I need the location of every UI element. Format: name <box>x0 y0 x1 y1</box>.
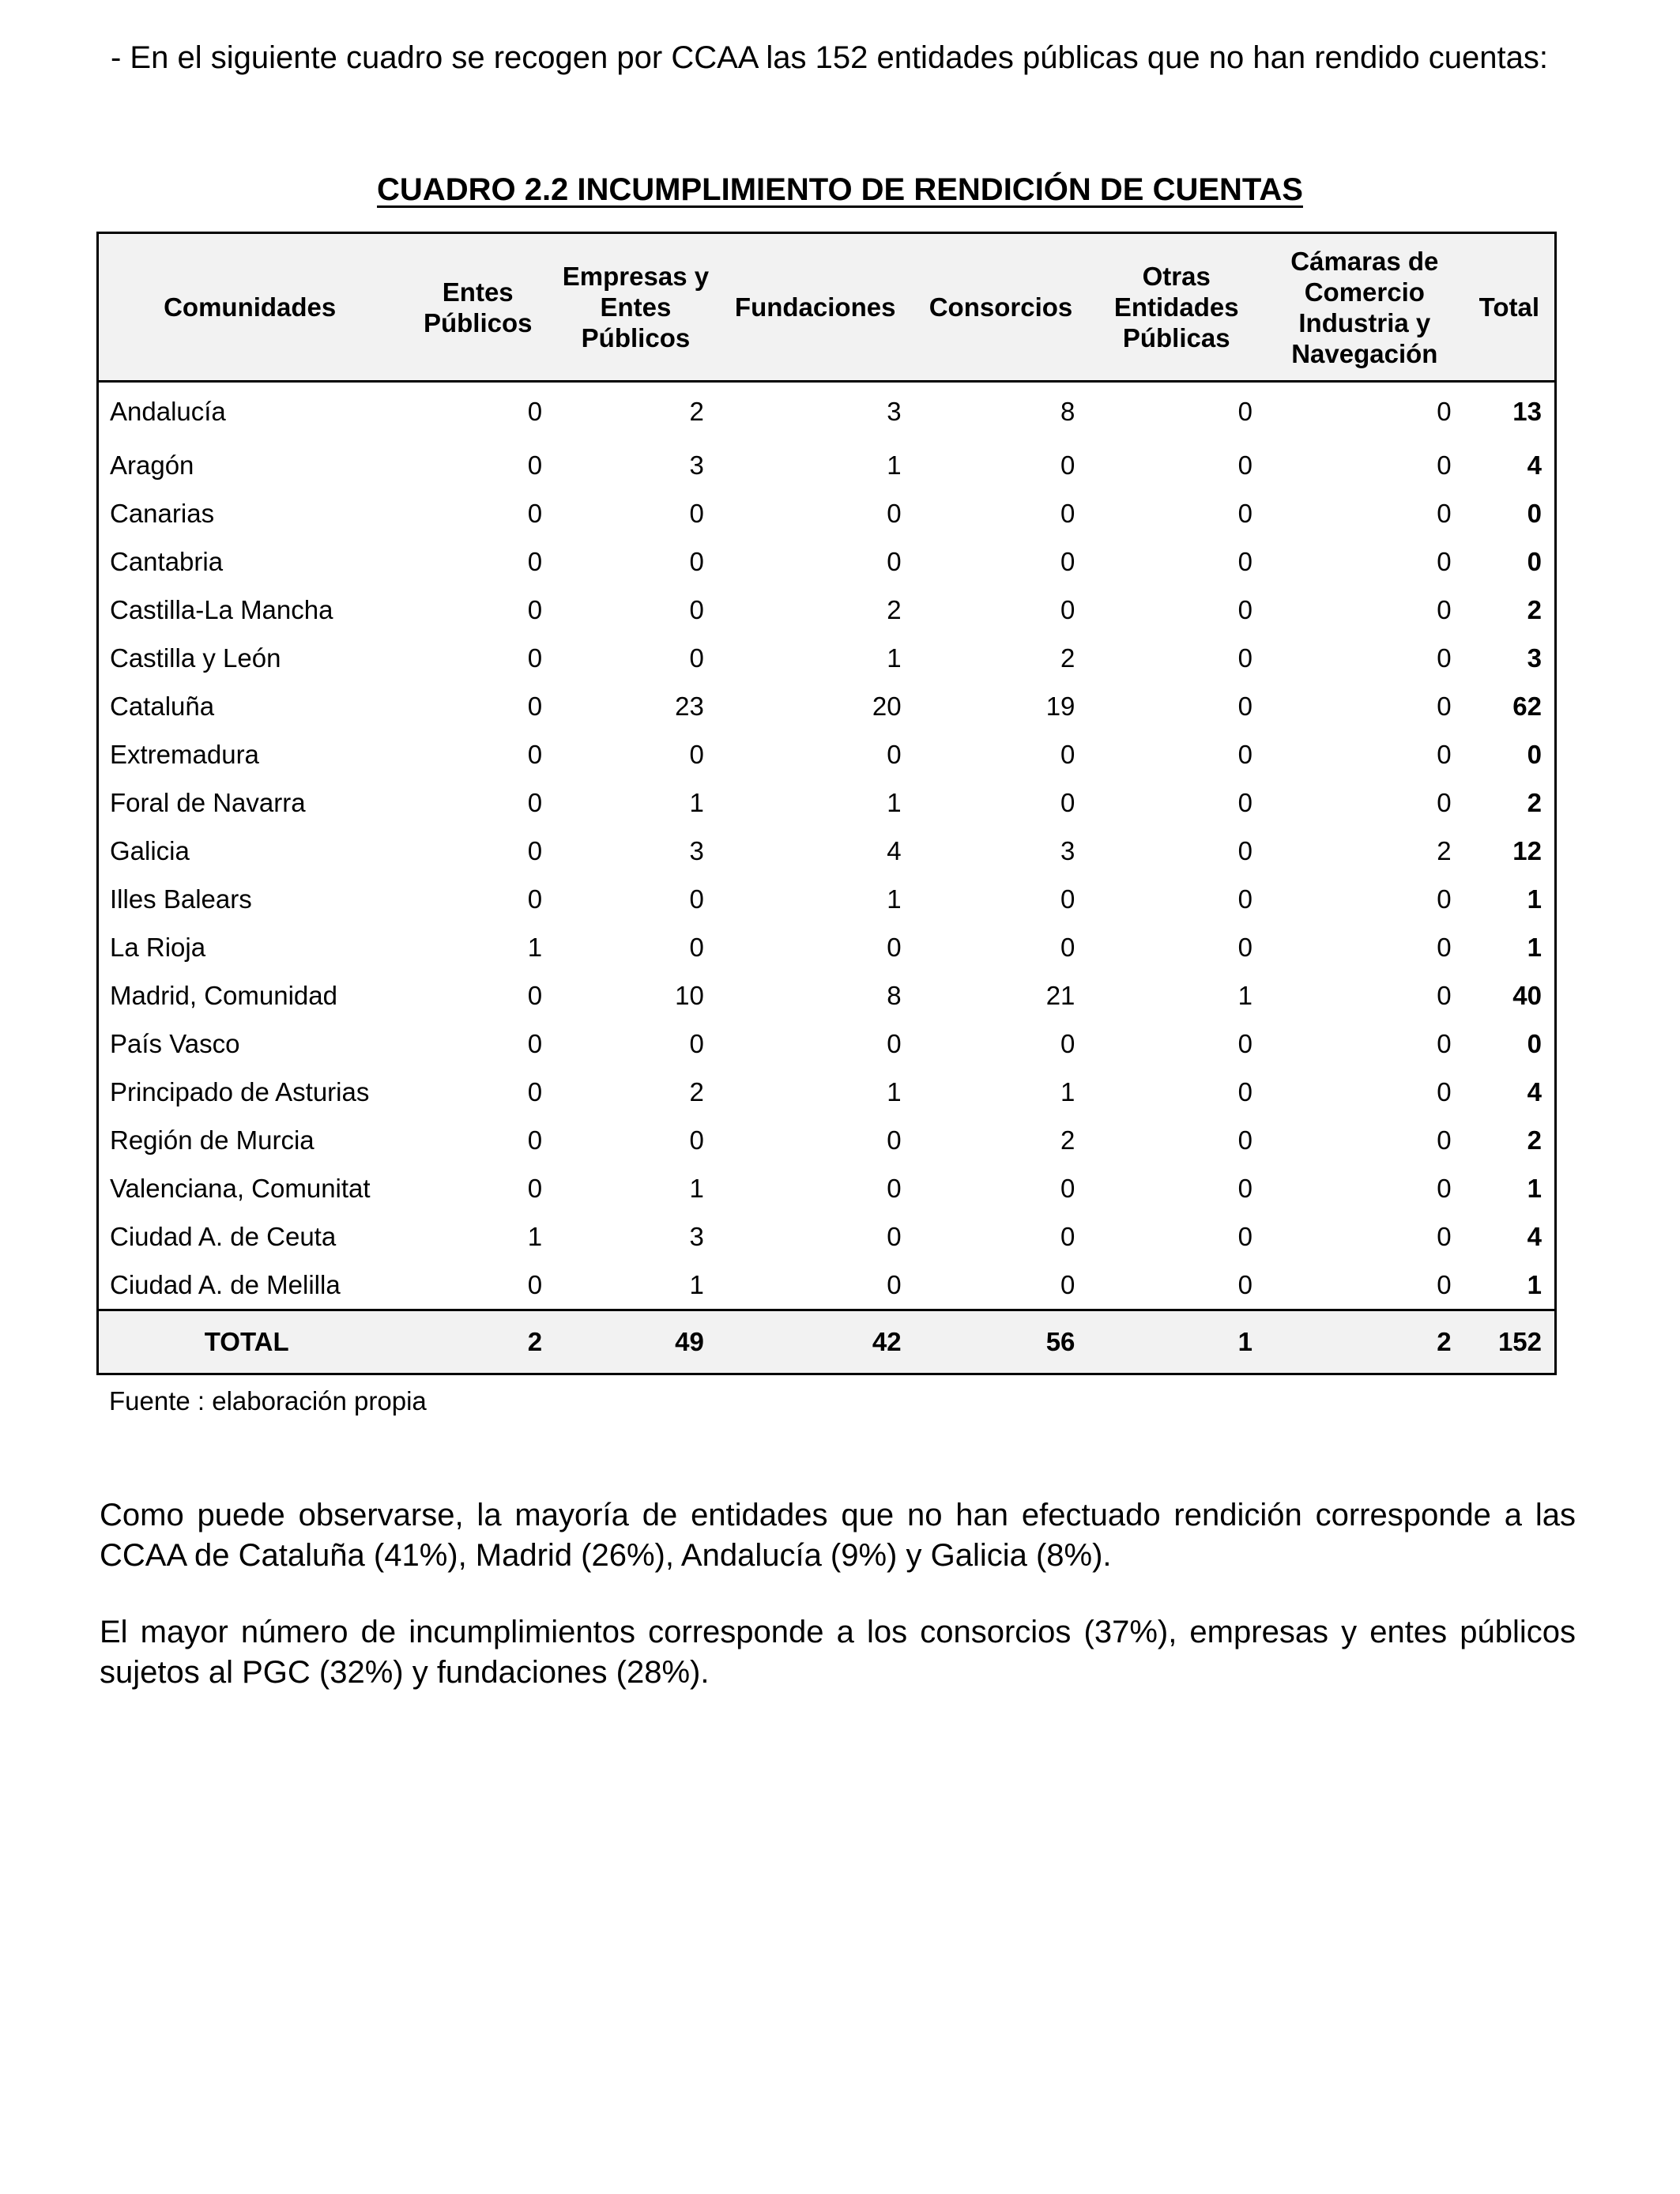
table-row <box>98 827 1556 875</box>
col-header-empresas: Empresas y Entes Públicos <box>555 233 717 382</box>
table-cell: 0 <box>1237 787 1253 817</box>
col-header-camaras: Cámaras de Comercio Industria y Navegación <box>1265 233 1464 382</box>
source-note: Fuente : elaboración propia <box>109 1386 427 1416</box>
table-row <box>98 923 1556 971</box>
table-cell: 0 <box>1060 498 1075 528</box>
row-total-cell: 62 <box>1512 691 1542 721</box>
row-label: Ciudad A. de Melilla <box>110 1269 341 1299</box>
table-title-text: CUADRO 2.2 INCUMPLIMIENTO DE RENDICIÓN DE CUENTAS <box>377 172 1303 207</box>
table-cell: 0 <box>1237 739 1253 769</box>
table-cell: 0 <box>1437 1028 1452 1058</box>
table-cell: 0 <box>527 884 543 914</box>
table-cell: 0 <box>1237 691 1253 721</box>
table-cell: 0 <box>1437 1221 1452 1251</box>
row-total-cell: 2 <box>1527 1125 1542 1155</box>
row-label: Foral de Navarra <box>110 787 306 817</box>
table-row <box>98 1068 1556 1116</box>
table-cell: 0 <box>1237 498 1253 528</box>
table-cell: 20 <box>872 691 902 721</box>
table-cell: 0 <box>1437 1269 1452 1299</box>
table-cell: 0 <box>689 932 704 962</box>
total-cell: 1 <box>1087 1310 1265 1374</box>
table-cell: 0 <box>887 1173 902 1203</box>
table-row <box>98 537 1556 586</box>
row-label: Andalucía <box>110 397 226 426</box>
table-cell: 2 <box>689 1076 704 1106</box>
table-cell: 0 <box>1237 1221 1253 1251</box>
row-label: La Rioja <box>110 932 206 962</box>
table-cell: 0 <box>527 594 543 624</box>
row-total-cell: 0 <box>1527 498 1542 528</box>
row-total-cell: 40 <box>1512 980 1542 1010</box>
col-header-otras-entidades: Otras Entidades Públicas <box>1087 233 1265 382</box>
table-cell: 0 <box>527 691 543 721</box>
intro-text: - En el siguiente cuadro se recogen por CCAA las 152 entidades públicas que no han rendido cuentas: <box>111 40 1548 75</box>
row-label: País Vasco <box>110 1028 240 1058</box>
table-cell: 0 <box>887 739 902 769</box>
table-row <box>98 586 1556 634</box>
col-header-comunidades: Comunidades <box>98 233 401 382</box>
table-cell: 0 <box>1237 932 1253 962</box>
table-cell: 0 <box>1060 546 1075 576</box>
table-cell: 1 <box>527 932 543 962</box>
table-cell: 0 <box>527 1125 543 1155</box>
table-cell: 0 <box>689 643 704 673</box>
table-cell: 0 <box>1060 932 1075 962</box>
table-cell: 0 <box>1437 594 1452 624</box>
table-cell: 4 <box>887 835 902 865</box>
table-cell: 0 <box>887 1221 902 1251</box>
table-cell: 0 <box>689 739 704 769</box>
table-cell: 0 <box>1237 884 1253 914</box>
table-cell: 0 <box>1060 1028 1075 1058</box>
table-cell: 0 <box>527 450 543 480</box>
table-cell: 1 <box>527 1221 543 1251</box>
table-cell: 0 <box>1237 835 1253 865</box>
table-cell: 0 <box>527 980 543 1010</box>
paragraph-2: El mayor número de incumplimientos corresponde a los consorcios (37%), empresas y entes públicos sujetos al PGC (32%) y fundaciones (28%). <box>100 1615 1576 1690</box>
table-cell: 0 <box>1237 1076 1253 1106</box>
table-cell: 0 <box>1060 1269 1075 1299</box>
table-cell: 0 <box>527 1076 543 1106</box>
table-cell: 1 <box>887 450 902 480</box>
table-cell: 2 <box>689 397 704 426</box>
table-cell: 2 <box>887 594 902 624</box>
table-cell: 0 <box>1060 594 1075 624</box>
row-total-cell: 4 <box>1527 450 1542 480</box>
table-cell: 0 <box>1437 739 1452 769</box>
table-cell: 0 <box>689 1028 704 1058</box>
row-label: Región de Murcia <box>110 1125 315 1155</box>
row-label: Ciudad A. de Ceuta <box>110 1221 337 1251</box>
table-total-row <box>98 1310 1556 1374</box>
table-cell: 0 <box>1060 739 1075 769</box>
data-table <box>96 232 1557 1375</box>
row-label: Valenciana, Comunitat <box>110 1173 371 1203</box>
table-cell: 0 <box>887 932 902 962</box>
table-cell: 0 <box>1237 397 1253 426</box>
table-cell: 0 <box>527 835 543 865</box>
table-row <box>98 1020 1556 1068</box>
row-label: Canarias <box>110 498 215 528</box>
table-body <box>98 382 1556 1310</box>
table-cell: 0 <box>1437 450 1452 480</box>
table-cell: 1 <box>1060 1076 1075 1106</box>
col-header-fundaciones: Fundaciones <box>717 233 914 382</box>
row-label: Castilla y León <box>110 643 281 673</box>
table-title <box>0 172 1680 208</box>
table-cell: 0 <box>689 884 704 914</box>
row-total-cell: 2 <box>1527 787 1542 817</box>
table-cell: 0 <box>527 498 543 528</box>
table-cell: 0 <box>689 546 704 576</box>
row-label: Cataluña <box>110 691 215 721</box>
table-cell: 0 <box>1237 643 1253 673</box>
table-cell: 0 <box>689 594 704 624</box>
table-cell: 0 <box>527 1028 543 1058</box>
table-row <box>98 971 1556 1020</box>
table-cell: 0 <box>1437 884 1452 914</box>
table-cell: 0 <box>887 1125 902 1155</box>
table-row <box>98 778 1556 827</box>
table-cell: 0 <box>527 1173 543 1203</box>
table-cell: 1 <box>887 1076 902 1106</box>
table-cell: 0 <box>1060 787 1075 817</box>
total-cell: 2 <box>1265 1310 1464 1374</box>
row-label: Castilla-La Mancha <box>110 594 333 624</box>
table-cell: 0 <box>1437 397 1452 426</box>
table-row <box>98 730 1556 778</box>
table-cell: 0 <box>527 739 543 769</box>
col-header-total: Total <box>1464 233 1556 382</box>
table-row <box>98 1164 1556 1212</box>
total-cell: 56 <box>914 1310 1088 1374</box>
row-total-cell: 4 <box>1527 1221 1542 1251</box>
table-cell: 21 <box>1045 980 1075 1010</box>
row-label: Extremadura <box>110 739 259 769</box>
table-cell: 3 <box>1060 835 1075 865</box>
row-label: Illes Balears <box>110 884 252 914</box>
total-cell: 2 <box>401 1310 555 1374</box>
table-cell: 1 <box>887 787 902 817</box>
table-cell: 0 <box>1237 546 1253 576</box>
grand-total-cell: 152 <box>1464 1310 1556 1374</box>
row-total-cell: 1 <box>1527 1173 1542 1203</box>
table-cell: 2 <box>1060 643 1075 673</box>
row-total-cell: 0 <box>1527 739 1542 769</box>
table-row <box>98 1261 1556 1310</box>
table-cell: 8 <box>887 980 902 1010</box>
table-row <box>98 1212 1556 1261</box>
table-cell: 8 <box>1060 397 1075 426</box>
table-cell: 0 <box>1237 1269 1253 1299</box>
row-total-cell: 3 <box>1527 643 1542 673</box>
table-row <box>98 875 1556 923</box>
row-label: Aragón <box>110 450 194 480</box>
table-cell: 10 <box>675 980 704 1010</box>
table-cell: 19 <box>1045 691 1075 721</box>
table-cell: 0 <box>1237 450 1253 480</box>
table-row <box>98 441 1556 489</box>
table-cell: 0 <box>1237 594 1253 624</box>
table-cell: 0 <box>1437 691 1452 721</box>
row-label: Madrid, Comunidad <box>110 980 337 1010</box>
table-row <box>98 382 1556 442</box>
table-cell: 0 <box>1060 1221 1075 1251</box>
row-total-cell: 0 <box>1527 546 1542 576</box>
table-cell: 1 <box>887 884 902 914</box>
table-cell: 1 <box>887 643 902 673</box>
row-total-cell: 1 <box>1527 932 1542 962</box>
table-cell: 0 <box>1237 1125 1253 1155</box>
table-cell: 0 <box>1437 1076 1452 1106</box>
table-cell: 0 <box>689 1125 704 1155</box>
table-cell: 1 <box>1237 980 1253 1010</box>
table-cell: 0 <box>527 1269 543 1299</box>
paragraph-1: Como puede observarse, la mayoría de entidades que no han efectuado rendición corresponde a las CCAA de Cataluña (41%), Madrid (26%), Andalucía (9%) y Galicia (8%). <box>100 1498 1576 1573</box>
row-total-cell: 13 <box>1512 397 1542 426</box>
table-cell: 0 <box>1437 498 1452 528</box>
row-total-cell: 4 <box>1527 1076 1542 1106</box>
table-row <box>98 489 1556 537</box>
table-cell: 0 <box>1060 1173 1075 1203</box>
table-header-row <box>98 233 1556 382</box>
table-cell: 23 <box>675 691 704 721</box>
table-cell: 0 <box>887 498 902 528</box>
table-row <box>98 1116 1556 1164</box>
table-cell: 1 <box>689 1173 704 1203</box>
table-cell: 2 <box>1060 1125 1075 1155</box>
table-cell: 1 <box>689 787 704 817</box>
table-cell: 0 <box>1437 1125 1452 1155</box>
table-cell: 0 <box>527 787 543 817</box>
total-cell: 42 <box>717 1310 914 1374</box>
row-label: Galicia <box>110 835 190 865</box>
table-cell: 0 <box>887 1269 902 1299</box>
table-cell: 3 <box>689 835 704 865</box>
table-cell: 0 <box>1437 932 1452 962</box>
table-row <box>98 634 1556 682</box>
table-cell: 0 <box>527 643 543 673</box>
table-cell: 0 <box>689 498 704 528</box>
table-cell: 0 <box>1060 884 1075 914</box>
table-cell: 0 <box>1437 546 1452 576</box>
row-label: Principado de Asturias <box>110 1076 370 1106</box>
table-cell: 0 <box>527 546 543 576</box>
table-cell: 0 <box>1437 980 1452 1010</box>
row-total-cell: 1 <box>1527 1269 1542 1299</box>
table-cell: 0 <box>1437 1173 1452 1203</box>
table-cell: 0 <box>887 1028 902 1058</box>
table-cell: 0 <box>1437 787 1452 817</box>
table-row <box>98 682 1556 730</box>
total-cell: 49 <box>555 1310 717 1374</box>
total-row-label: TOTAL <box>98 1310 401 1374</box>
row-total-cell: 0 <box>1527 1028 1542 1058</box>
table-cell: 3 <box>689 450 704 480</box>
col-header-consorcios: Consorcios <box>914 233 1088 382</box>
row-total-cell: 2 <box>1527 594 1542 624</box>
table-cell: 0 <box>1437 643 1452 673</box>
table-cell: 3 <box>887 397 902 426</box>
table-cell: 0 <box>527 397 543 426</box>
table-cell: 1 <box>689 1269 704 1299</box>
row-total-cell: 1 <box>1527 884 1542 914</box>
col-header-entes-publicos: Entes Públicos <box>401 233 555 382</box>
table-cell: 0 <box>887 546 902 576</box>
row-total-cell: 12 <box>1512 835 1542 865</box>
row-label: Cantabria <box>110 546 224 576</box>
table-cell: 0 <box>1237 1028 1253 1058</box>
table-cell: 0 <box>1060 450 1075 480</box>
table-cell: 3 <box>689 1221 704 1251</box>
table-cell: 0 <box>1237 1173 1253 1203</box>
table-cell: 2 <box>1437 835 1452 865</box>
